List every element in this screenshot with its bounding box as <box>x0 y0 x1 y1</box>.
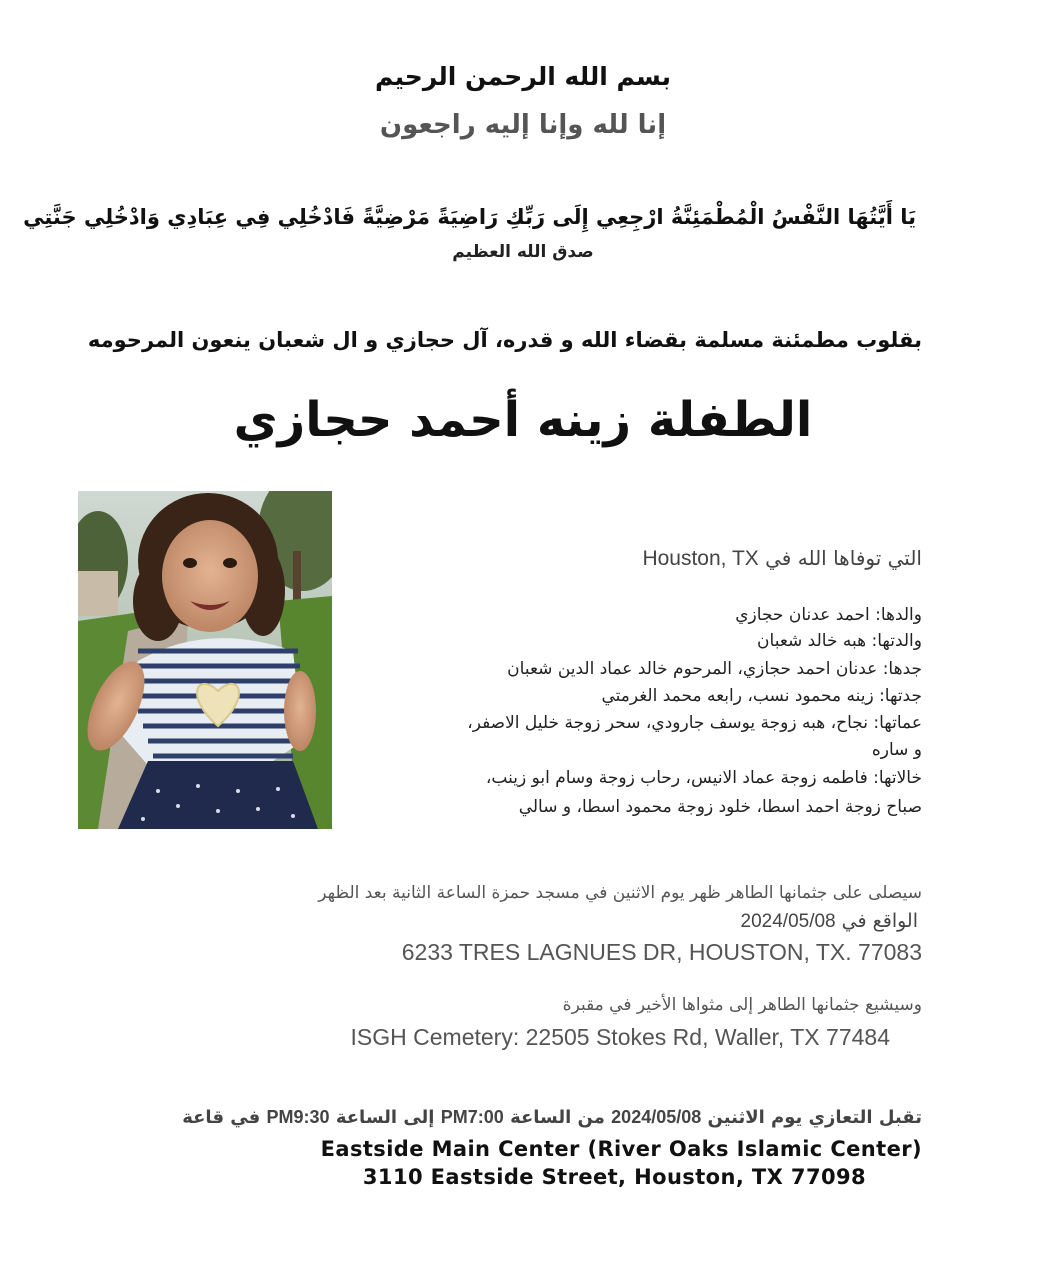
located-prefix: الواقع في <box>841 910 918 932</box>
burial-text: وسيشيع جثمانها الطاهر إلى مثواها الأخير في مقبرة <box>562 995 922 1015</box>
death-place-line <box>642 546 922 571</box>
condolences-part: تقبل التعازي يوم الاثنين <box>707 1107 922 1128</box>
funeral-date-line <box>741 910 918 933</box>
relative-line: والدتها: هبه خالد شعبان <box>757 631 922 651</box>
relative-line: و ساره <box>871 740 922 760</box>
verse-closing: صدق الله العظيم <box>452 242 594 262</box>
condolences-part: إلى الساعة <box>335 1107 435 1128</box>
cemetery-address: ISGH Cemetery: 22505 Stokes Rd, Waller, TX 77484 <box>350 1024 890 1050</box>
child-portrait-photo <box>78 491 332 829</box>
condolences-hall: Eastside Main Center (River Oaks Islamic Center) <box>320 1137 922 1161</box>
relative-line: صباح زوجة احمد اسطا، خلود زوجة محمود اسطا، و سالي <box>518 797 922 817</box>
relative-line: والدها: احمد عدنان حجازي <box>735 605 922 625</box>
condolences-part: في قاعة <box>182 1107 261 1128</box>
condolences-end-time: PM9:30 <box>266 1107 330 1127</box>
funeral-date: 2024/05/08 <box>740 911 836 932</box>
relative-line: خالاتها: فاطمه زوجة عماد الانيس، رحاب زوجة وسام ابو زينب، <box>485 768 922 788</box>
deceased-name: الطفلة زينه أحمد حجازي <box>233 392 813 448</box>
quran-verse: يَا أَيَّتُهَا النَّفْسُ الْمُطْمَئِنَّةُ ارْجِعِي إِلَى رَبِّكِ رَاضِيَةً مَرْضِيَّةً فَادْخُلِي فِي عِبَادِي وَادْخُلِي جَنَّتِي <box>23 205 916 229</box>
death-place: Houston, TX <box>642 547 759 570</box>
mosque-address: 6233 TRES LAGNUES DR, HOUSTON, TX. 77083 <box>401 939 922 965</box>
relative-line: عماتها: نجاح، هبه زوجة يوسف جارودي، سحر زوجة خليل الاصفر، <box>467 713 922 733</box>
announcement-text: بقلوب مطمئنة مسلمة بقضاء الله و قدره، آل حجازي و ال شعبان ينعون المرحومه <box>87 328 922 352</box>
condolences-line <box>182 1107 922 1128</box>
death-prefix: التي توفاها الله في <box>765 546 922 570</box>
relative-line: جدها: عدنان احمد حجازي، المرحوم خالد عماد الدين شعبان <box>507 659 922 679</box>
condolences-address: 3110 Eastside Street, Houston, TX 77098 <box>362 1165 866 1189</box>
relative-line: جدتها: زينه محمود نسب، رابعه محمد الغرمتي <box>601 686 922 706</box>
condolences-start-time: PM7:00 <box>440 1107 504 1127</box>
condolences-date: 2024/05/08 <box>611 1107 702 1127</box>
basmala-heading: بسم الله الرحمن الرحيم <box>375 62 671 91</box>
condolences-part: من الساعة <box>510 1107 605 1128</box>
condolence-phrase: إنا لله وإنا إليه راجعون <box>379 110 667 140</box>
funeral-prayer-text: سيصلى على جثمانها الطاهر ظهر يوم الاثنين في مسجد حمزة الساعة الثانية بعد الظهر <box>318 883 922 903</box>
